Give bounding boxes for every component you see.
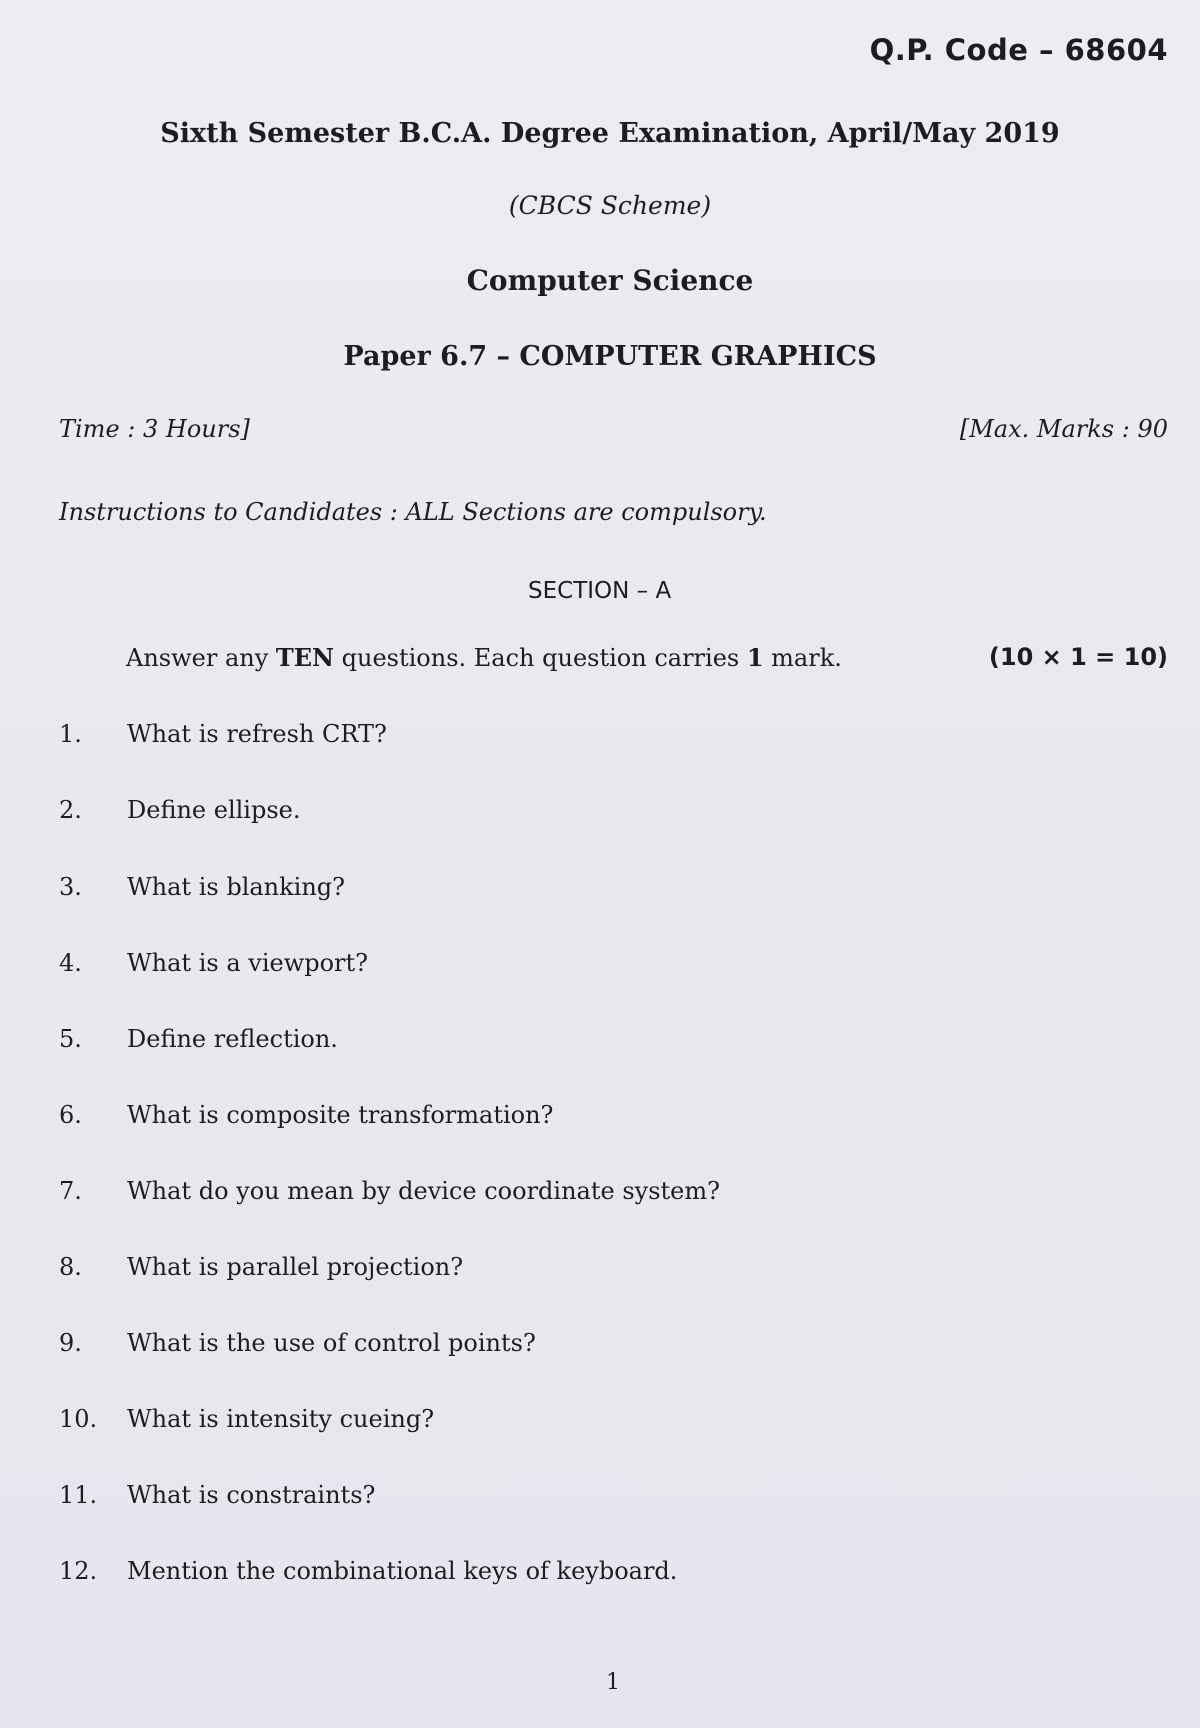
question-text: Mention the combinational keys of keyboard. (127, 1557, 678, 1585)
question-text: What is constraints? (127, 1481, 376, 1509)
exam-title: Sixth Semester B.C.A. Degree Examination, April/May 2019 (160, 118, 1060, 149)
question-number: 4. (59, 949, 82, 977)
question-number: 2. (59, 796, 82, 824)
question-number: 10. (59, 1405, 98, 1433)
question-item (59, 1481, 375, 1509)
question-number: 3. (59, 873, 82, 901)
scheme-label: (CBCS Scheme) (508, 191, 712, 220)
section-a-title: SECTION – A (528, 578, 672, 604)
section-a-marks: (10 × 1 = 10) (988, 643, 1168, 671)
question-number: 5. (59, 1025, 82, 1053)
question-text: What is blanking? (127, 873, 346, 901)
question-text: What do you mean by device coordinate system? (127, 1177, 720, 1205)
question-text: Define ellipse. (127, 796, 301, 824)
question-item (59, 1253, 463, 1281)
question-item (59, 1101, 553, 1129)
answer-marks: 1 (746, 643, 764, 672)
question-text: What is intensity cueing? (127, 1405, 435, 1433)
question-item (59, 873, 345, 901)
question-item (59, 1557, 677, 1585)
question-item (59, 949, 368, 977)
page-number: 1 (606, 1670, 620, 1695)
question-item (59, 1329, 536, 1357)
question-number: 6. (59, 1101, 82, 1129)
question-number: 9. (59, 1329, 82, 1357)
max-marks-label: [Max. Marks : 90 (959, 415, 1168, 443)
question-number: 7. (59, 1177, 82, 1205)
question-item (59, 796, 300, 824)
question-number: 8. (59, 1253, 82, 1281)
answer-count: TEN (275, 643, 334, 672)
question-text: What is composite transformation? (127, 1101, 554, 1129)
answer-middle: questions. Each question carries (334, 644, 747, 672)
question-item (59, 1405, 434, 1433)
time-label: Time : 3 Hours] (59, 415, 250, 443)
subject-title: Computer Science (466, 264, 754, 297)
question-item (59, 1177, 720, 1205)
paper-title: Paper 6.7 – COMPUTER GRAPHICS (343, 341, 877, 372)
question-text: What is a viewport? (127, 949, 369, 977)
question-text: What is refresh CRT? (127, 720, 387, 748)
question-number: 1. (59, 720, 82, 748)
question-number: 11. (59, 1481, 98, 1509)
qp-code: Q.P. Code – 68604 (869, 33, 1168, 67)
question-number: 12. (59, 1557, 98, 1585)
answer-prefix: Answer any (126, 644, 276, 672)
question-item (59, 720, 387, 748)
instructions: Instructions to Candidates : ALL Sections are compulsory. (59, 498, 767, 526)
question-text: What is parallel projection? (127, 1253, 464, 1281)
question-text: Define reflection. (127, 1025, 338, 1053)
question-text: What is the use of control points? (127, 1329, 536, 1357)
answer-suffix: mark. (763, 644, 842, 672)
section-a-instruction (126, 643, 842, 672)
question-item (59, 1025, 338, 1053)
